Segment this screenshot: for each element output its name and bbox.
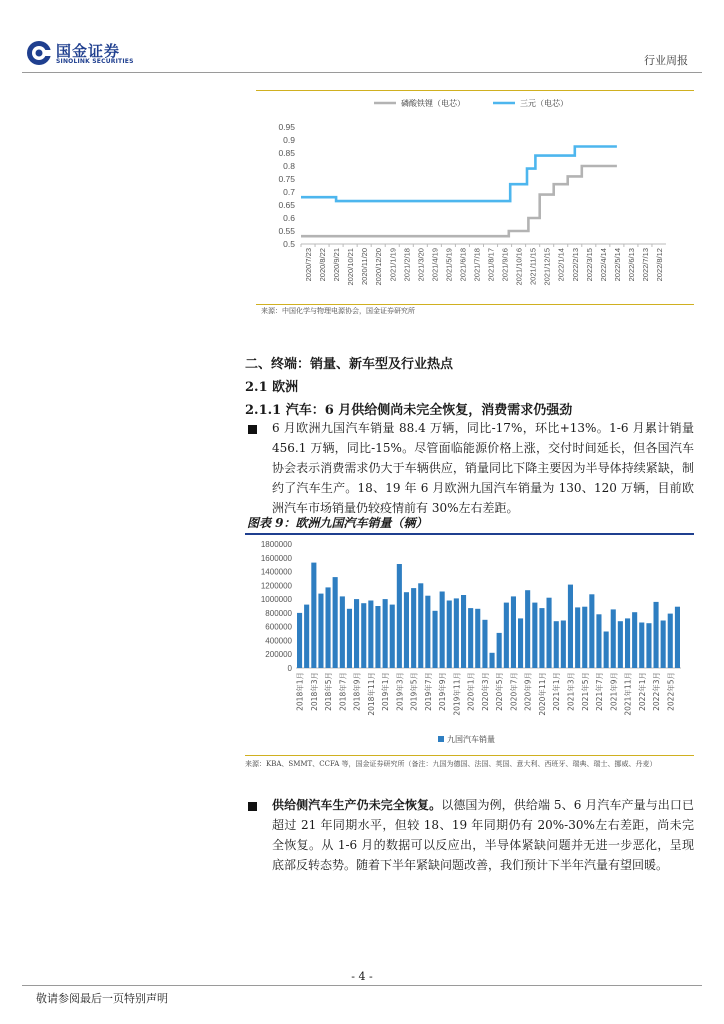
x-tick-label: 2022年3月	[652, 672, 662, 711]
bar	[411, 588, 416, 668]
header-divider	[22, 72, 702, 73]
bar	[461, 595, 466, 668]
bar	[475, 609, 480, 668]
y-tick-label: 0.95	[278, 122, 295, 132]
bar	[433, 611, 438, 668]
y-tick-label: 800000	[265, 608, 292, 618]
chart1-source: 来源：中国化学与物理电源协会，国金证券研究所	[261, 307, 415, 315]
bar	[418, 583, 423, 668]
x-tick-label: 2020年7月	[509, 672, 519, 711]
x-tick-label: 2020/8/22	[318, 248, 328, 282]
bar	[440, 592, 445, 669]
bar	[482, 620, 487, 668]
x-tick-label: 2019年9月	[438, 672, 448, 711]
bar	[668, 614, 673, 668]
report-type: 行业周报	[644, 54, 688, 67]
bar	[311, 563, 316, 668]
y-tick-label: 0.7	[283, 187, 295, 197]
bar	[447, 601, 452, 669]
y-tick-label: 0.6	[283, 213, 295, 223]
x-tick-label: 2020/7/23	[304, 248, 314, 282]
y-tick-label: 1400000	[260, 567, 292, 577]
x-tick-label: 2018年7月	[338, 672, 348, 711]
bar	[454, 598, 459, 668]
figure-title	[245, 513, 694, 533]
bar	[532, 603, 537, 668]
bar	[561, 621, 566, 669]
x-tick-label: 2019年3月	[395, 672, 405, 711]
bar	[518, 618, 523, 668]
bar	[654, 602, 659, 668]
x-tick-label: 2022/8/12	[654, 248, 664, 282]
battery-price-line-chart	[256, 92, 694, 304]
bar	[539, 608, 544, 668]
bar	[318, 594, 323, 668]
bar	[383, 599, 388, 668]
figure-title-text: 图表 9：欧洲九国汽车销量（辆）	[247, 516, 428, 530]
x-tick-label: 2020年3月	[480, 672, 490, 711]
paragraph-supply-body: 以德国为例，供给端 5、6 月汽车产量与出口已超过 21 年同期水平，但较 18、19 年同期仍有 20%-30%左右差距，尚未完全恢复。从 1-6 月的数据可以反应出，半导体紧缺问题并无进一步恶化，呈现底部反转态势。随着下半年紧缺问题改善，我们预计下半年汽量有望回暖。	[272, 798, 694, 872]
chart1-bottom-rule	[256, 304, 694, 305]
bar	[425, 596, 430, 668]
section-heading: 二、终端：销量、新车型及行业热点	[245, 357, 454, 372]
y-tick-label: 0.8	[283, 161, 295, 171]
bar	[618, 621, 623, 668]
y-tick-label: 0.9	[283, 135, 295, 145]
bar	[575, 607, 580, 668]
bar	[675, 607, 680, 668]
y-tick-label: 400000	[265, 636, 292, 646]
bar	[525, 590, 530, 668]
x-tick-label: 2021年7月	[595, 672, 605, 711]
chart2-source: 来源：KBA、SMMT、CCFA 等，国金证券研究所（备注：九国为德国、法国、英国、意大利、西班牙、瑞典、瑞士、挪威、丹麦）	[245, 760, 657, 768]
y-tick-label: 1200000	[260, 581, 292, 591]
x-tick-label: 2022/2/13	[570, 248, 580, 282]
bar	[304, 605, 309, 668]
x-tick-label: 2021/9/16	[500, 247, 510, 282]
bar	[390, 605, 395, 668]
bar	[589, 594, 594, 668]
bar	[604, 632, 609, 669]
x-tick-label: 2019年7月	[423, 672, 433, 711]
figure-title-underline	[245, 533, 694, 535]
legend-label: 九国汽车销量	[447, 735, 495, 744]
bar	[354, 599, 359, 668]
y-tick-label: 0.5	[283, 239, 295, 249]
x-tick-label: 2021/6/18	[458, 248, 468, 282]
bar	[625, 618, 630, 668]
x-tick-label: 2019年5月	[409, 672, 419, 711]
x-tick-label: 2021/10/16	[514, 248, 524, 286]
bar	[368, 601, 373, 669]
x-tick-label: 2021年5月	[580, 672, 590, 711]
x-tick-label: 2021/4/19	[430, 248, 440, 282]
x-tick-label: 2018年1月	[295, 672, 305, 711]
logo-icon	[26, 40, 52, 66]
x-tick-label: 2022/6/13	[626, 248, 636, 282]
logo-text: 国金证券	[56, 42, 121, 60]
paragraph-sales: 6 月欧洲九国汽车销量 88.4 万辆，同比-17%，环比+13%。1-6 月累计销量 456.1 万辆，同比-15%。尽管面临能源价格上涨，交付时间延长，但各国汽车协会表示消费需求仍大于车辆供应，销量同比下降主要因为半导体持续紧缺，制约了汽车生产。18、19 年 6 月欧洲九国汽车销量为 130、120 万辆，目前欧洲汽车市场销量仍较疫情前有 30%左右差距。	[272, 421, 694, 515]
bullet-icon	[248, 425, 257, 434]
y-tick-label: 0.55	[278, 226, 295, 236]
bar	[404, 592, 409, 668]
topic-heading: 2.1.1 汽车：6 月供给侧尚未完全恢复，消费需求仍强劲	[245, 403, 573, 418]
x-tick-label: 2020年5月	[495, 672, 505, 711]
x-tick-label: 2021/8/17	[486, 248, 496, 282]
bar	[547, 598, 552, 668]
bar	[490, 653, 495, 668]
bar	[333, 577, 338, 668]
x-tick-label: 2022/1/14	[556, 248, 566, 282]
x-tick-label: 2021年1月	[552, 672, 562, 711]
legend-swatch	[438, 736, 444, 742]
x-tick-label: 2021年11月	[623, 672, 633, 716]
bar	[326, 587, 331, 668]
bar	[632, 612, 637, 668]
disclaimer-note: 敬请参阅最后一页特别声明	[36, 992, 168, 1005]
bar	[646, 623, 651, 668]
bar	[397, 564, 402, 668]
y-tick-label: 1600000	[260, 553, 292, 563]
y-tick-label: 1800000	[260, 540, 292, 549]
y-tick-label: 0.75	[278, 174, 295, 184]
x-tick-label: 2021/11/15	[528, 248, 538, 285]
bar	[375, 606, 380, 668]
bar	[596, 614, 601, 668]
bar	[361, 603, 366, 668]
chart2-bottom-rule	[245, 755, 694, 756]
x-tick-label: 2022年1月	[637, 672, 647, 711]
x-tick-label: 2020/12/20	[374, 248, 384, 286]
bar	[468, 608, 473, 668]
x-tick-label: 2021年9月	[609, 672, 619, 711]
x-tick-label: 2018年3月	[309, 672, 319, 711]
bar	[611, 609, 616, 668]
x-tick-label: 2021/5/19	[444, 248, 454, 282]
bar	[297, 613, 302, 668]
bullet-icon	[248, 802, 257, 811]
x-tick-label: 2022/5/14	[612, 248, 622, 282]
x-tick-label: 2018年11月	[366, 672, 376, 716]
x-tick-label: 2020/11/20	[360, 248, 370, 285]
y-tick-label: 600000	[265, 622, 292, 632]
legend-label: 磷酸铁锂（电芯）	[401, 99, 465, 108]
bar	[568, 585, 573, 668]
paragraph-supply-lead: 供给侧汽车生产仍未完全恢复。	[272, 798, 442, 812]
logo-subtitle: SINOLINK SECURITIES	[56, 58, 134, 65]
paragraph-supply	[272, 795, 694, 875]
bar	[504, 603, 509, 668]
x-tick-label: 2021/3/20	[416, 248, 426, 282]
bar	[639, 623, 644, 669]
y-tick-label: 0.65	[278, 200, 295, 210]
bar	[661, 621, 666, 669]
x-tick-label: 2021/2/18	[402, 248, 412, 282]
y-tick-label: 200000	[265, 650, 292, 660]
bar	[347, 609, 352, 668]
x-tick-label: 2021/12/15	[542, 248, 552, 286]
x-tick-label: 2020年1月	[466, 672, 476, 711]
x-tick-label: 2020/10/21	[346, 248, 356, 286]
y-tick-label: 1000000	[260, 595, 292, 605]
x-tick-label: 2022年5月	[666, 672, 676, 711]
legend-label: 三元（电芯）	[520, 99, 568, 108]
x-tick-label: 2020年9月	[523, 672, 533, 711]
bar	[582, 607, 587, 668]
y-tick-label: 0.85	[278, 148, 295, 158]
chart1-top-rule	[256, 90, 694, 91]
bar	[511, 596, 516, 668]
x-tick-label: 2020/9/21	[332, 248, 342, 282]
x-tick-label: 2020年11月	[537, 672, 547, 716]
footer-divider	[22, 985, 702, 986]
x-tick-label: 2021年3月	[566, 672, 576, 711]
x-tick-label: 2019年1月	[381, 672, 391, 711]
bar	[497, 633, 502, 668]
x-tick-label: 2018年5月	[324, 672, 334, 711]
europe-car-sales-bar-chart	[256, 538, 694, 754]
page-number: - 4 -	[351, 970, 373, 983]
x-tick-label: 2022/3/15	[584, 248, 594, 282]
x-tick-label: 2021/1/19	[388, 248, 398, 282]
subsection-heading: 2.1 欧洲	[245, 380, 299, 395]
x-tick-label: 2021/7/18	[472, 248, 482, 282]
y-tick-label: 0	[287, 664, 292, 673]
x-tick-label: 2022/7/13	[640, 248, 650, 282]
x-tick-label: 2018年9月	[352, 672, 362, 711]
series-line-ncm	[301, 147, 617, 202]
bar	[340, 596, 345, 668]
bar	[554, 621, 559, 668]
x-tick-label: 2019年11月	[452, 672, 462, 716]
x-tick-label: 2022/4/14	[598, 248, 608, 282]
